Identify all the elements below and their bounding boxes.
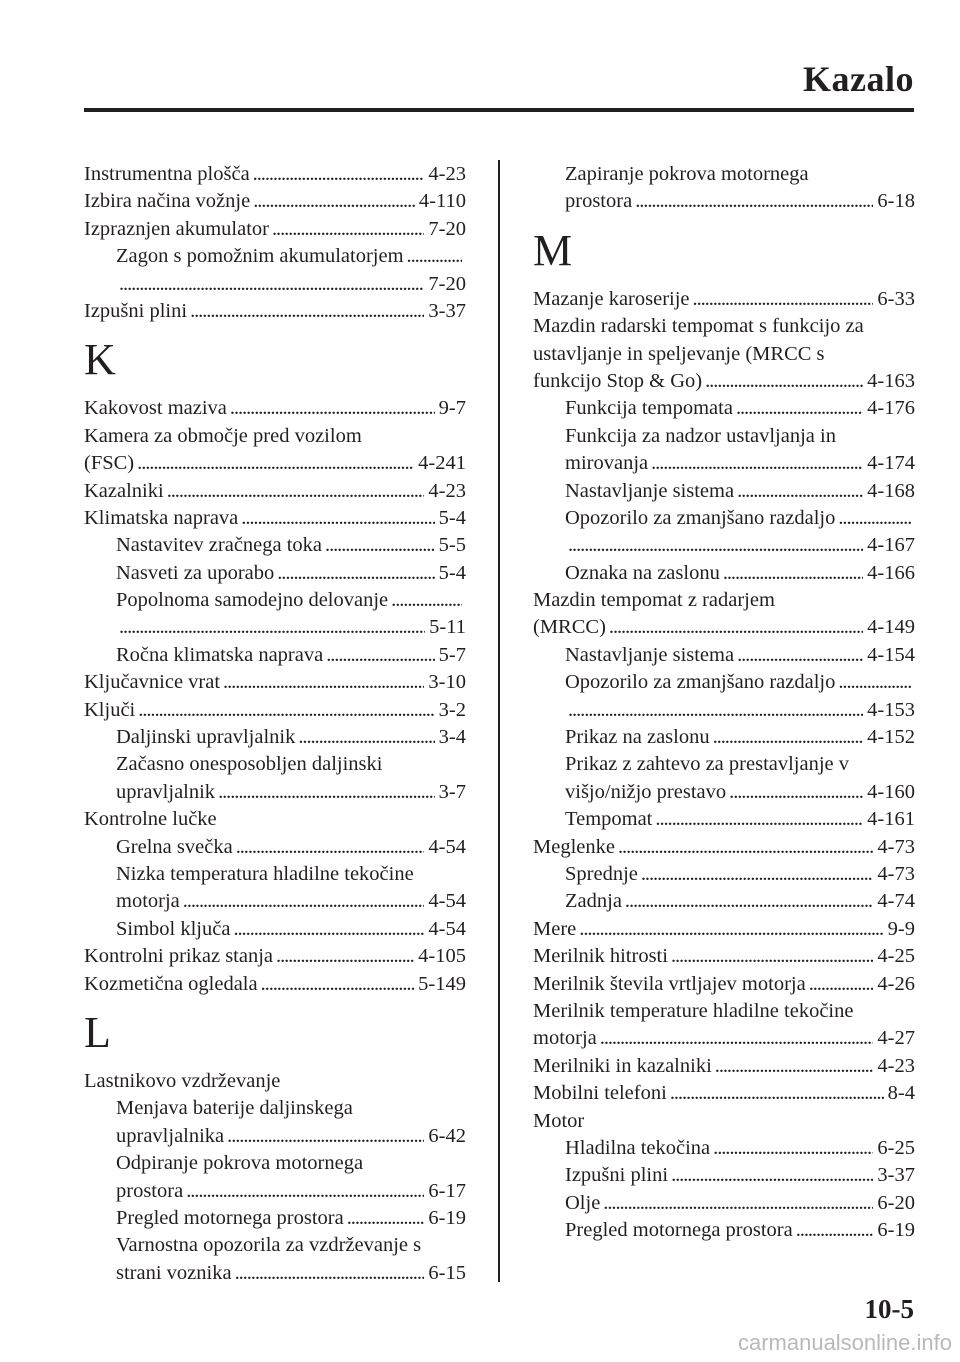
index-entry-page: 8-4 bbox=[887, 1082, 915, 1105]
index-entry-label: Nastavitev zračnega toka bbox=[116, 534, 323, 557]
index-entry-page: 4-152 bbox=[867, 726, 915, 749]
dot-leader bbox=[603, 1190, 873, 1217]
index-entry-page: 6-19 bbox=[428, 1206, 466, 1229]
index-entry-page: 3-37 bbox=[428, 299, 466, 322]
page-header-title: Kazalo bbox=[803, 59, 914, 99]
dot-leader bbox=[119, 271, 424, 298]
index-entry bbox=[533, 313, 915, 340]
index-entry-page: 3-10 bbox=[428, 671, 466, 694]
index-entry-label: Sprednje bbox=[565, 862, 638, 885]
index-entry-page: 6-19 bbox=[877, 1219, 915, 1242]
index-entry-label: Mobilni telefoni bbox=[533, 1082, 667, 1105]
index-entry-page: 4-174 bbox=[867, 452, 915, 475]
index-entry-page: 4-26 bbox=[877, 972, 915, 995]
dot-leader bbox=[723, 560, 863, 587]
index-entry-page: 4-23 bbox=[428, 479, 466, 502]
dot-leader bbox=[655, 806, 863, 833]
index-entry bbox=[533, 341, 915, 368]
dot-leader bbox=[693, 286, 874, 313]
index-entry bbox=[533, 1135, 915, 1162]
index-entry-page: 4-154 bbox=[867, 643, 915, 666]
index-column-right bbox=[533, 161, 915, 1244]
index-entry bbox=[84, 669, 466, 696]
dot-leader bbox=[715, 1053, 874, 1080]
index-entry bbox=[533, 861, 915, 888]
index-entry bbox=[533, 286, 915, 313]
dot-leader bbox=[235, 1260, 425, 1287]
index-entry-page: 3-7 bbox=[438, 780, 466, 803]
index-entry bbox=[84, 423, 466, 450]
index-entry-label: Oznaka na zaslonu bbox=[565, 561, 720, 584]
dot-leader bbox=[705, 368, 863, 395]
index-entry-page: 7-20 bbox=[428, 217, 466, 240]
index-entry bbox=[533, 1190, 915, 1217]
index-entry-label: Nastavljanje sistema bbox=[565, 643, 735, 666]
index-entry-page: 3-37 bbox=[877, 1164, 915, 1187]
index-entry-label: Mere bbox=[533, 917, 577, 940]
index-letter-heading: L bbox=[84, 1007, 111, 1057]
column-divider bbox=[498, 160, 500, 1282]
index-entry bbox=[84, 1260, 466, 1287]
dot-leader bbox=[568, 697, 863, 724]
index-entry bbox=[84, 806, 466, 833]
index-entry bbox=[533, 751, 915, 778]
index-entry-label: Kamera za območje pred vozilom bbox=[84, 424, 362, 447]
index-entry-label: Tempomat bbox=[565, 808, 653, 831]
index-entry bbox=[533, 971, 915, 998]
index-entry bbox=[533, 423, 915, 450]
index-entry-label: Izpušni plini bbox=[565, 1164, 669, 1187]
index-entry-label: Merilnik števila vrtljajev motorja bbox=[533, 972, 806, 995]
index-entry-label: Odpiranje pokrova motornega bbox=[116, 1152, 364, 1175]
index-entry bbox=[533, 587, 915, 614]
index-entry bbox=[533, 614, 915, 641]
index-entry-page: 4-168 bbox=[867, 479, 915, 502]
index-entry bbox=[533, 697, 915, 724]
index-entry-page: 4-25 bbox=[877, 945, 915, 968]
index-entry-label: Ključavnice vrat bbox=[84, 671, 221, 694]
index-entry-label: ustavljanje in speljevanje (MRCC s bbox=[533, 342, 825, 365]
index-entry-label: Zadnja bbox=[565, 890, 622, 913]
dot-leader bbox=[737, 642, 863, 669]
index-entry-label: Izpraznjen akumulator bbox=[84, 217, 269, 240]
dot-leader bbox=[277, 560, 434, 587]
index-letter-heading: M bbox=[533, 225, 573, 275]
index-entry-page: 4-176 bbox=[867, 397, 915, 420]
index-entry-label: Opozorilo za zmanjšano razdaljo bbox=[565, 671, 836, 694]
index-entry-label: prostora bbox=[116, 1179, 184, 1202]
dot-leader bbox=[838, 669, 911, 696]
dot-leader bbox=[137, 450, 414, 477]
index-entry-label: Kakovost maziva bbox=[84, 397, 227, 420]
index-entry-page: 9-9 bbox=[887, 917, 915, 940]
index-entry bbox=[533, 669, 915, 696]
index-entry-label: Instrumentna plošča bbox=[84, 163, 250, 185]
index-entry-page: 5-4 bbox=[438, 506, 466, 529]
index-entry bbox=[533, 888, 915, 915]
dot-leader bbox=[736, 395, 863, 422]
dot-leader bbox=[233, 916, 424, 943]
index-entry-label: Simbol ključa bbox=[116, 917, 231, 940]
index-entry-label: Mazdin tempomat z radarjem bbox=[533, 589, 775, 612]
dot-leader bbox=[253, 188, 415, 215]
dot-leader bbox=[190, 298, 424, 325]
header-rule bbox=[84, 108, 914, 112]
dot-leader bbox=[713, 724, 864, 751]
index-entry bbox=[84, 1178, 466, 1205]
index-entry bbox=[84, 1123, 466, 1150]
index-entry-label: Kontrolni prikaz stanja bbox=[84, 945, 274, 968]
dot-leader bbox=[326, 642, 434, 669]
index-entry-page: 5-11 bbox=[429, 616, 466, 639]
index-letter-heading: K bbox=[84, 335, 116, 385]
index-entry bbox=[84, 188, 466, 215]
index-entry bbox=[533, 478, 915, 505]
index-entry-label: Kazalniki bbox=[84, 479, 164, 502]
index-entry bbox=[84, 642, 466, 669]
index-entry bbox=[84, 779, 466, 806]
index-entry bbox=[533, 1053, 915, 1080]
dot-leader bbox=[138, 697, 434, 724]
index-entry-page: 5-5 bbox=[438, 534, 466, 557]
index-entry bbox=[533, 560, 915, 587]
index-entry-label: Merilnik hitrosti bbox=[533, 945, 668, 968]
index-entry-page: 4-167 bbox=[867, 534, 915, 557]
index-entry-label: funkcijo Stop & Go) bbox=[533, 369, 703, 392]
index-entry-label: Mazanje karoserije bbox=[533, 287, 690, 310]
dot-leader bbox=[183, 888, 425, 915]
index-entry-label: Motor bbox=[533, 1109, 585, 1132]
index-entry bbox=[84, 450, 466, 477]
dot-leader bbox=[600, 1025, 874, 1052]
index-entry-page: 5-7 bbox=[438, 643, 466, 666]
index-entry bbox=[533, 642, 915, 669]
index-entry bbox=[84, 697, 466, 724]
index-entry-label: Hladilna tekočina bbox=[565, 1136, 711, 1159]
index-entry-page: 5-149 bbox=[418, 972, 466, 995]
index-entry-label: Daljinski upravljalnik bbox=[116, 726, 296, 749]
dot-leader bbox=[670, 1080, 884, 1107]
index-entry-label: Izpušni plini bbox=[84, 299, 188, 322]
index-entry-label: upravljalnik bbox=[116, 780, 216, 803]
dot-leader bbox=[809, 971, 874, 998]
index-entry bbox=[84, 395, 466, 422]
index-entry-page: 4-73 bbox=[877, 862, 915, 885]
index-entry-label: Nizka temperatura hladilne tekočine bbox=[116, 862, 414, 885]
index-entry-label: Nasveti za uporabo bbox=[116, 561, 275, 584]
index-entry bbox=[84, 216, 466, 243]
index-entry-label: Zapiranje pokrova motornega bbox=[565, 163, 809, 185]
index-entry bbox=[84, 532, 466, 559]
index-entry-page: 4-23 bbox=[877, 1054, 915, 1077]
index-entry-page: 4-166 bbox=[867, 561, 915, 584]
index-entry-page: 6-15 bbox=[428, 1261, 466, 1284]
index-entry bbox=[533, 188, 915, 215]
index-entry-page: 4-27 bbox=[877, 1027, 915, 1050]
index-entry-label: Pregled motornega prostora bbox=[565, 1219, 793, 1242]
index-entry-label: Pregled motornega prostora bbox=[116, 1206, 344, 1229]
index-entry-page: 6-25 bbox=[877, 1136, 915, 1159]
dot-leader bbox=[737, 478, 863, 505]
index-entry-page: 3-2 bbox=[438, 698, 466, 721]
index-entry-page: 6-33 bbox=[877, 287, 915, 310]
index-entry-label: Nastavljanje sistema bbox=[565, 479, 735, 502]
index-column-left bbox=[84, 161, 466, 1287]
index-entry-label: Začasno onesposobljen daljinski bbox=[116, 753, 383, 776]
index-entry-label: Kozmetična ogledala bbox=[84, 972, 258, 995]
index-entry bbox=[533, 1108, 915, 1135]
index-entry bbox=[84, 560, 466, 587]
dot-leader bbox=[391, 587, 462, 614]
index-entry-label: Klimatska naprava bbox=[84, 506, 239, 529]
index-entry-page: 7-20 bbox=[428, 272, 466, 295]
dot-leader bbox=[186, 1178, 424, 1205]
page-number: 10-5 bbox=[864, 1294, 914, 1324]
index-entry-page: 4-153 bbox=[867, 698, 915, 721]
index-entry bbox=[533, 724, 915, 751]
dot-leader bbox=[347, 1205, 425, 1232]
index-entry bbox=[84, 834, 466, 861]
dot-leader bbox=[796, 1217, 874, 1244]
index-entry-page: 4-23 bbox=[428, 163, 466, 185]
index-entry-label: Menjava baterije daljinskega bbox=[116, 1097, 353, 1120]
index-entry bbox=[533, 779, 915, 806]
index-entry bbox=[84, 943, 466, 970]
index-entry bbox=[533, 916, 915, 943]
index-entry-label: višjo/nižjo prestavo bbox=[565, 780, 727, 803]
index-entry-label: Ključi bbox=[84, 698, 136, 721]
index-entry-label: Meglenke bbox=[533, 835, 615, 858]
index-entry bbox=[84, 1232, 466, 1259]
index-entry-label: Kontrolne lučke bbox=[84, 808, 217, 831]
dot-leader bbox=[236, 834, 425, 861]
index-entry bbox=[84, 587, 466, 614]
index-entry-label: Varnostna opozorila za vzdrževanje s bbox=[116, 1234, 422, 1257]
index-entry bbox=[84, 1205, 466, 1232]
index-entry bbox=[533, 450, 915, 477]
dot-leader bbox=[298, 724, 434, 751]
index-entry-page: 6-17 bbox=[428, 1179, 466, 1202]
dot-leader bbox=[635, 188, 873, 215]
index-entry bbox=[533, 998, 915, 1025]
index-entry-label: mirovanja bbox=[565, 452, 649, 475]
index-entry-label: (FSC) bbox=[84, 452, 135, 475]
index-entry-label: motorja bbox=[116, 890, 180, 913]
index-entry-page: 4-160 bbox=[867, 780, 915, 803]
index-entry bbox=[533, 368, 915, 395]
index-entry-page: 4-241 bbox=[418, 452, 466, 475]
dot-leader bbox=[579, 916, 883, 943]
index-entry bbox=[84, 271, 466, 298]
index-entry-page: 4-163 bbox=[867, 369, 915, 392]
dot-leader bbox=[218, 779, 435, 806]
index-entry-label: Prikaz na zaslonu bbox=[565, 726, 710, 749]
index-entry-label: Funkcija za nadzor ustavljanja in bbox=[565, 424, 836, 447]
dot-leader bbox=[272, 216, 424, 243]
index-entry-label: Lastnikovo vzdrževanje bbox=[84, 1069, 281, 1092]
index-entry bbox=[84, 888, 466, 915]
index-entry-page: 5-4 bbox=[438, 561, 466, 584]
index-entry-label: Prikaz z zahtevo za prestavljanje v bbox=[565, 753, 850, 776]
dot-leader bbox=[230, 395, 435, 422]
dot-leader bbox=[671, 1162, 873, 1189]
dot-leader bbox=[227, 1123, 424, 1150]
index-entry-label: motorja bbox=[533, 1027, 597, 1050]
index-entry-page: 3-4 bbox=[438, 726, 466, 749]
index-entry bbox=[84, 751, 466, 778]
dot-leader bbox=[671, 943, 873, 970]
index-entry-label: Izbira načina vožnje bbox=[84, 190, 251, 213]
index-entry-page: 4-54 bbox=[428, 835, 466, 858]
dot-leader bbox=[325, 532, 435, 559]
index-entry-page: 4-73 bbox=[877, 835, 915, 858]
index-entry-page: 6-18 bbox=[877, 190, 915, 213]
index-entry-label: Popolnoma samodejno delovanje bbox=[116, 589, 389, 612]
dot-leader bbox=[651, 450, 863, 477]
dot-leader bbox=[407, 243, 462, 270]
index-entry bbox=[84, 1150, 466, 1177]
index-entry-label: Zagon s pomožnim akumulatorjem bbox=[116, 245, 404, 268]
index-entry bbox=[84, 161, 466, 188]
index-entry-label: Grelna svečka bbox=[116, 835, 233, 858]
dot-leader bbox=[838, 505, 911, 532]
dot-leader bbox=[119, 614, 425, 641]
index-entry-page: 6-20 bbox=[877, 1191, 915, 1214]
index-entry bbox=[84, 298, 466, 325]
index-entry-page: 4-110 bbox=[418, 190, 466, 213]
index-entry-page: 6-42 bbox=[428, 1124, 466, 1147]
index-entry-page: 4-161 bbox=[867, 808, 915, 831]
index-entry bbox=[84, 724, 466, 751]
index-entry-label: Merilniki in kazalniki bbox=[533, 1054, 712, 1077]
index-entry-page: 4-105 bbox=[418, 945, 466, 968]
dot-leader bbox=[729, 779, 863, 806]
watermark: carmanualsonline.info bbox=[737, 1330, 952, 1355]
index-entry bbox=[84, 861, 466, 888]
index-entry-page: 4-74 bbox=[877, 890, 915, 913]
index-entry bbox=[84, 1095, 466, 1122]
index-entry bbox=[84, 971, 466, 998]
index-entry-label: (MRCC) bbox=[533, 616, 606, 639]
index-entry-label: prostora bbox=[565, 190, 633, 213]
index-entry-page: 4-149 bbox=[867, 616, 915, 639]
index-entry-page: 4-54 bbox=[428, 890, 466, 913]
dot-leader bbox=[253, 161, 425, 188]
index-entry bbox=[84, 505, 466, 532]
index-entry-label: Olje bbox=[565, 1191, 601, 1214]
index-entry bbox=[84, 478, 466, 505]
dot-leader bbox=[609, 614, 863, 641]
index-entry bbox=[84, 1068, 466, 1095]
index-entry bbox=[84, 614, 466, 641]
index-entry bbox=[84, 916, 466, 943]
dot-leader bbox=[261, 971, 415, 998]
dot-leader bbox=[241, 505, 434, 532]
index-entry bbox=[533, 943, 915, 970]
index-entry-page: 9-7 bbox=[438, 397, 466, 420]
index-entry bbox=[533, 532, 915, 559]
dot-leader bbox=[618, 834, 873, 861]
index-entry bbox=[84, 243, 466, 270]
index-entry-page: 4-54 bbox=[428, 917, 466, 940]
dot-leader bbox=[641, 861, 874, 888]
index-entry bbox=[533, 806, 915, 833]
index-entry bbox=[533, 161, 915, 188]
index-entry-label: Ročna klimatska naprava bbox=[116, 643, 324, 666]
index-entry bbox=[533, 1217, 915, 1244]
index-entry bbox=[533, 1162, 915, 1189]
dot-leader bbox=[223, 669, 424, 696]
index-entry-label: Mazdin radarski tempomat s funkcijo za bbox=[533, 315, 864, 338]
index-entry-label: upravljalnika bbox=[116, 1124, 225, 1147]
index-entry-label: Opozorilo za zmanjšano razdaljo bbox=[565, 506, 836, 529]
index-entry bbox=[533, 505, 915, 532]
index-entry bbox=[533, 1025, 915, 1052]
index-entry-label: Funkcija tempomata bbox=[565, 397, 733, 420]
index-entry bbox=[533, 1080, 915, 1107]
index-entry bbox=[533, 395, 915, 422]
dot-leader bbox=[625, 888, 874, 915]
index-entry bbox=[533, 834, 915, 861]
index-entry-label: Merilnik temperature hladilne tekočine bbox=[533, 999, 854, 1022]
dot-leader bbox=[167, 478, 425, 505]
dot-leader bbox=[276, 943, 414, 970]
index-entry-label: strani voznika bbox=[116, 1261, 232, 1284]
dot-leader bbox=[568, 532, 863, 559]
dot-leader bbox=[713, 1135, 873, 1162]
